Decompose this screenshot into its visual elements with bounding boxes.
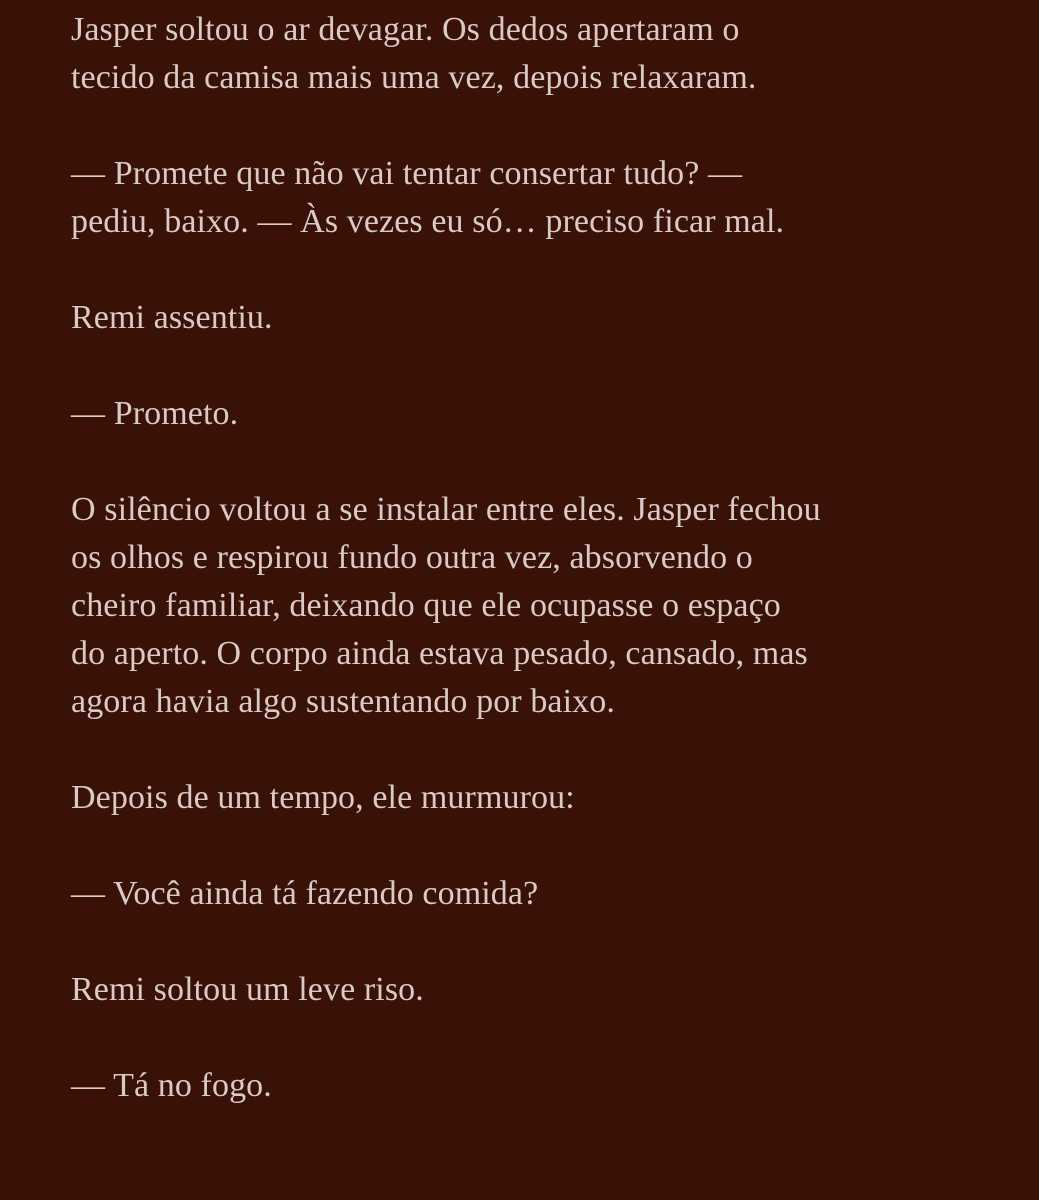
paragraph-promise-request xyxy=(71,150,1039,246)
paragraph-murmur xyxy=(71,774,1039,822)
text-line: Remi soltou um leve riso. xyxy=(71,971,424,1008)
paragraph-remi-laughs xyxy=(71,966,1039,1014)
text-line: — Prometo. xyxy=(71,395,239,432)
paragraph-food-question xyxy=(71,870,1039,918)
text-line: — Você ainda tá fazendo comida? xyxy=(71,875,539,912)
paragraph-jasper-exhale xyxy=(71,6,1039,102)
paragraph-silence xyxy=(71,486,1039,726)
text-line: pediu, baixo. — Às vezes eu só… preciso ficar mal. xyxy=(71,203,785,240)
paragraph-on-the-stove xyxy=(71,1062,1039,1110)
paragraph-promise xyxy=(71,390,1039,438)
text-line: agora havia algo sustentando por baixo. xyxy=(71,683,615,720)
text-line: os olhos e respirou fundo outra vez, absorvendo o xyxy=(71,539,753,576)
text-line: Jasper soltou o ar devagar. Os dedos apertaram o xyxy=(71,11,740,48)
text-line: — Tá no fogo. xyxy=(71,1067,272,1104)
text-line: O silêncio voltou a se instalar entre eles. Jasper fechou xyxy=(71,491,821,528)
text-line: tecido da camisa mais uma vez, depois relaxaram. xyxy=(71,59,757,96)
text-line: — Promete que não vai tentar consertar tudo? — xyxy=(71,155,743,192)
paragraph-remi-nods xyxy=(71,294,1039,342)
text-line: do aperto. O corpo ainda estava pesado, cansado, mas xyxy=(71,635,808,672)
text-line: Depois de um tempo, ele murmurou: xyxy=(71,779,575,816)
text-line: cheiro familiar, deixando que ele ocupasse o espaço xyxy=(71,587,781,624)
text-line: Remi assentiu. xyxy=(71,299,273,336)
